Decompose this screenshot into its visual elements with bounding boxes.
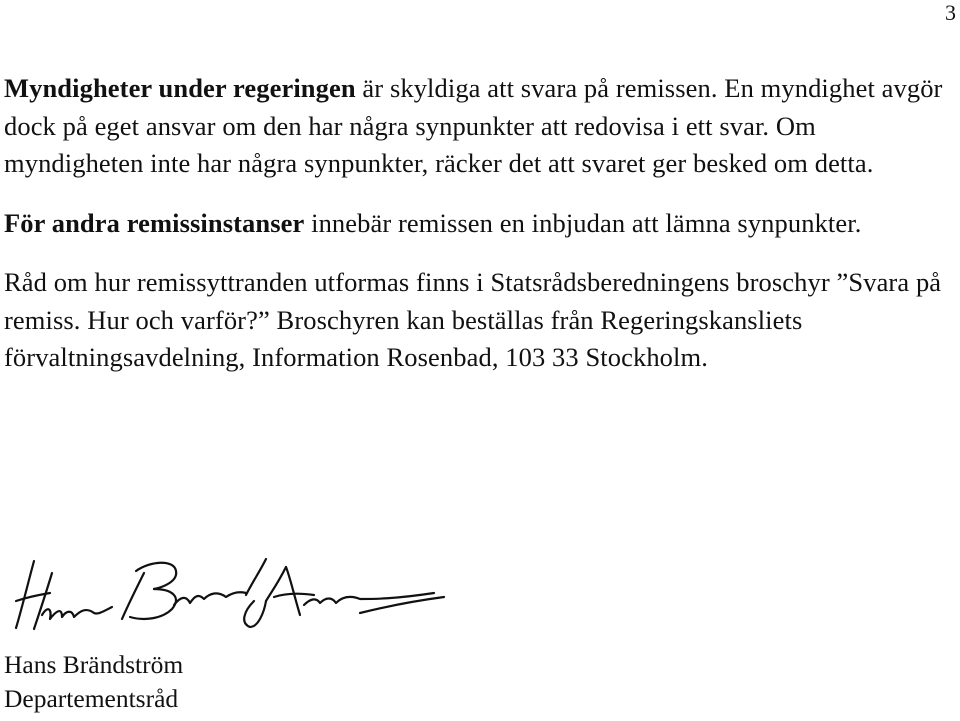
document-body (4, 70, 952, 399)
paragraph-lead: För andra remissinstanser (4, 207, 305, 238)
signer-title: Departementsråd (4, 684, 179, 713)
paragraph-text: är skyldiga att svara på remissen. En myndighet avgör dock på eget ansvar om den har några synpunkter att redovisa i ett svar. Om myndigheten inte har några synpunkter, räcker det att svaret ger besked om detta. (4, 73, 943, 178)
paragraph-other-instances (4, 205, 952, 243)
handwritten-signature (4, 553, 454, 648)
paragraph-lead: Myndigheter under regeringen (4, 73, 356, 103)
paragraph-text: innebär remissen en inbjudan att lämna synpunkter. (304, 207, 862, 238)
paragraph-text: Råd om hur remissyttranden utformas finns i Statsrådsberedningens broschyr ”Svara på remiss. Hur och varför?” Broschyren kan beställas från Regeringskansliets förvaltningsavdelning, Information Rosenbad, 103 33 Stockholm. (4, 267, 942, 372)
signature-block (4, 553, 504, 716)
signer-name: Hans Brändström (4, 650, 184, 679)
page-number: 3 (945, 0, 956, 25)
paragraph-advice (4, 264, 952, 377)
paragraph-authorities (4, 70, 952, 183)
